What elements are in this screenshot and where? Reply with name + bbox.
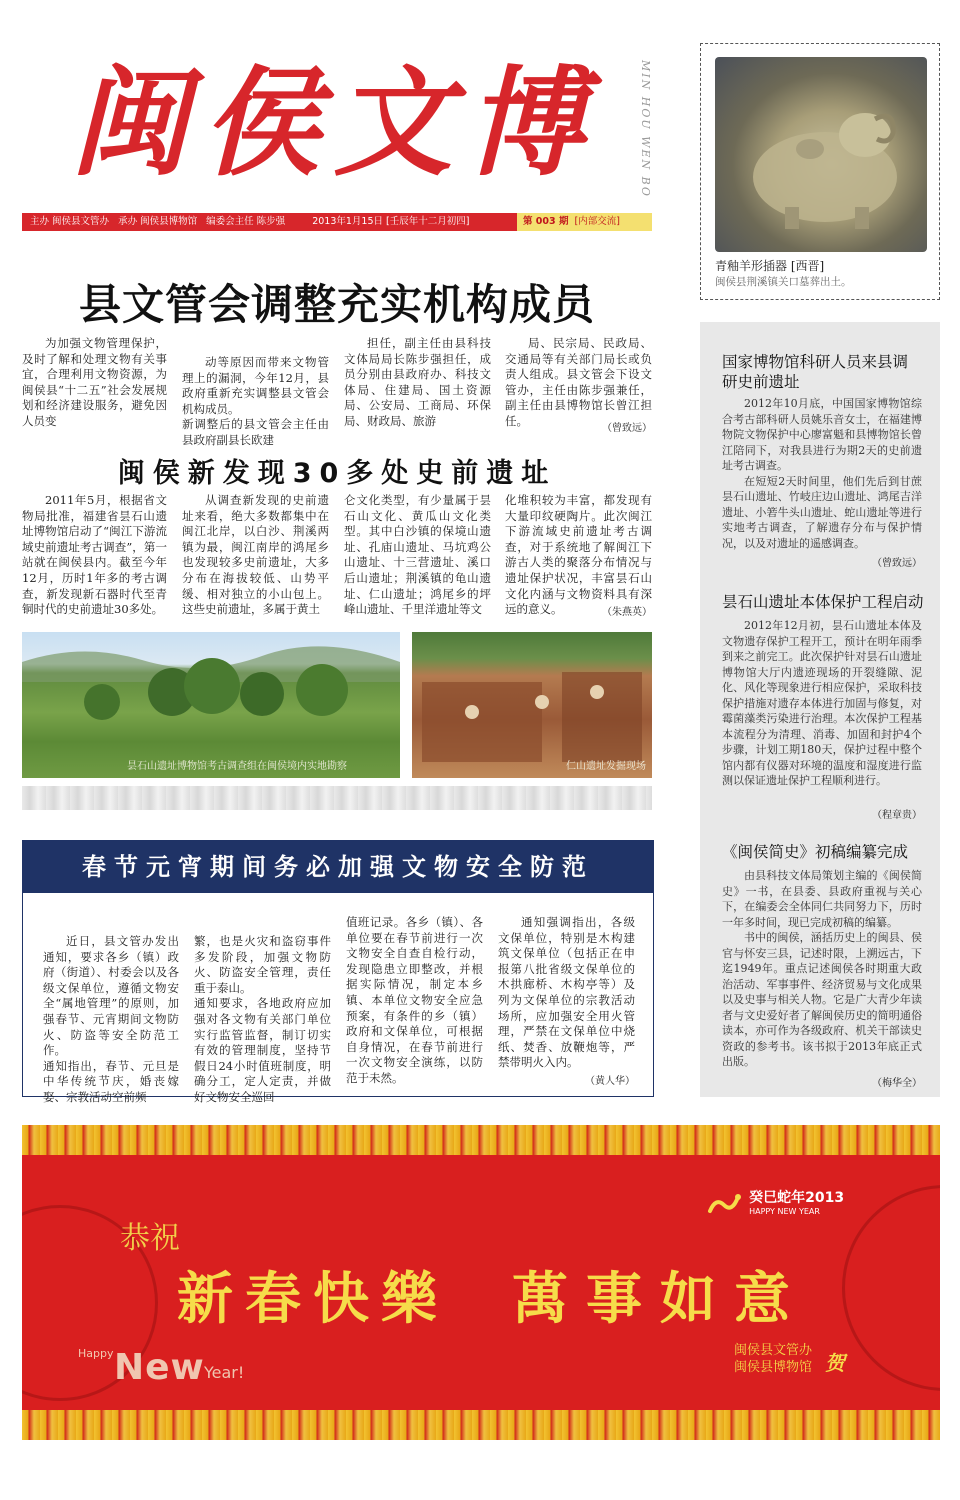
article3-box	[22, 840, 654, 1104]
article1-text-1: 为加强文物管理保护，及时了解和处理文物有关事宜，合理利用文物资源，为闽侯县“十二五”社会发展规划和经济建设服务，避免因人员变	[22, 336, 167, 428]
article2-text-3: 仑文化类型，有少量属于昙石山文化、黄瓜山文化类型。其中白沙镇的保境山遗址、孔庙山遗址、马坑鸡公山遗址、十三营遗址、溪口后山遗址；荆溪镇的龟山遗址、仁山遗址；鸿尾乡的坪峰山遗址、千里洋遗址等文	[344, 493, 491, 617]
banner-congrats: 恭祝	[120, 1221, 180, 1256]
article1-text-4: 局、民宗局、民政局、交通局等有关部门局长或负责人组成。县文管会下设文管办，主任由陈步强兼任，副主任由县博物馆长曾江担任。	[505, 336, 652, 428]
badge-main: 癸巳蛇年2013	[749, 1190, 845, 1206]
sidebar-news1-para-1: 2012年10月底，中国国家博物馆综合考古部科研人员姚乐音女士，在福建博物院文物保护中心廖富魁和县博物馆长曾江陪同下，对我县进行为期2天的史前遗址考古调查。	[722, 397, 922, 472]
sidebar-news2-title: 昙石山遗址本体保护工程启动	[722, 593, 924, 611]
article1-col-2	[182, 336, 329, 447]
snake-icon-shape	[704, 1187, 744, 1219]
article1-col-1	[22, 336, 167, 436]
sidebar-news2-signature: （程章贵）	[872, 810, 922, 821]
relic-caption-sub: 闽侯县荆溪镇关口墓葬出土。	[715, 276, 852, 288]
article3-headline: 春节元宵期间务必加强文物安全防范	[23, 841, 653, 893]
sidebar-news1-para-2: 在短短2天时间里，他们先后到甘蔗昙石山遗址、竹岐庄边山遗址、鸿尾吉洋遗址、小箬牛头山遗址、蛇山遗址等进行实地考古调查，了解遗存分布与保护情况，以及对遗址的遥感调查。	[722, 474, 922, 550]
article3-text-3: 值班记录。各乡（镇）、各单位要在春节前进行一次文物安全自查自检行动，发现隐患立即整改，并根据实际情况，制定本乡镇、本单位文物安全应急预案，有条件的乡（镇）政府和文保单位，可根据自身情况，在春节前进行一次文物安全演练，以防范于未然。	[346, 915, 483, 1085]
article2-col-1	[22, 493, 167, 623]
relic-feature-box	[700, 43, 940, 300]
sidebar-news1-signature: （曾致远）	[872, 558, 922, 569]
banner-bottom-stripe	[22, 1410, 940, 1440]
snake-year-badge	[704, 1187, 860, 1227]
sidebar-news1-title: 国家博物馆科研人员来县调研史前遗址	[722, 353, 909, 391]
issue-date: 2013年1月15日 [壬辰年十二月初四]	[312, 216, 470, 227]
sidebar-news3-para-1: 由县科技文体局策划主编的《闽侯简史》一书，在县委、县政府重视与关心下，在编委会全体同仁共同努力下，历时一年多时间，现已完成初稿的编纂。	[722, 869, 922, 929]
sidebar-news3-title: 《闽侯简史》初稿编纂完成	[722, 843, 909, 861]
banner-new: New	[114, 1347, 205, 1388]
article3-col-1	[43, 915, 179, 1104]
banner-slogan-2: 萬事如意	[512, 1267, 808, 1332]
masthead-pinyin: MIN HOU WEN BO	[639, 60, 652, 198]
article2-signature: （朱燕英）	[602, 607, 652, 618]
survey-photo-caption: 昙石山遗址博物馆考古调查组在闽侯境内实地勘察	[127, 761, 347, 772]
editor-text: 编委会主任 陈步强	[206, 216, 286, 227]
badge-sub: HAPPY NEW YEAR	[749, 1207, 820, 1216]
article2-text-4: 化堆积较为丰富，都发现有大量印纹硬陶片。此次闽江下游流域史前遗址考古调查，对于系统地了解闽江下游古人类的聚落分布情况与遗址保护状况，丰富昙石山文化内涵与文物资料具有深远的意义。	[505, 493, 652, 617]
banner-slogan-1: 新春快樂	[177, 1267, 449, 1332]
snake-icon	[704, 1187, 744, 1219]
article1-headline: 县文管会调整充实机构成员	[78, 280, 595, 329]
survey-photo	[22, 632, 400, 778]
banner-from-2: 闽侯县博物馆	[734, 1360, 813, 1375]
article1-signature: （曾致远）	[602, 423, 652, 434]
article3-text-4: 通知强调指出，各级文保单位，特别是木构建筑文保单位（包括正在申报第八批省级文保单位的木拱廊桥、木构亭等）及列为文保单位的宗教活动场所，应加强安全用火管理，严禁在文保单位中烧纸、焚香、放鞭炮等，严禁带明火入内。	[498, 915, 635, 1070]
banner-from	[734, 1342, 812, 1376]
article2-col-3	[344, 493, 491, 623]
article3-signature: （黄人华）	[585, 1076, 635, 1087]
banner-from-1: 闽侯县文管办	[734, 1343, 813, 1358]
article3-text-2: 繁，也是火灾和盗窃事件多发阶段，加强文物防火、防盗安全管理，责任重于泰山。 通知要求，各地政府应加强对各文物有关部门单位实行监管监督，制订切实有效的管理制度，坚持节假日24小时值班制度，明确分工，定人定责，并做好文物安全巡回	[194, 934, 331, 1104]
banner-happy: Happy	[78, 1347, 114, 1360]
banner-year: Year!	[204, 1363, 245, 1382]
excavation-photo-caption: 仁山遗址发掘现场	[566, 761, 646, 772]
excavation-photo	[412, 632, 652, 778]
banner-top-stripe	[22, 1125, 940, 1155]
article3-col-2	[194, 915, 331, 1104]
sidebar-news1-text	[722, 396, 922, 551]
sidebar-news3-text	[722, 868, 922, 1070]
sidebar	[700, 322, 940, 1097]
relic-photo	[715, 57, 927, 252]
masthead-title: 闽侯文博	[70, 53, 599, 192]
sidebar-news3-signature: （梅华全）	[872, 1078, 922, 1089]
article3-col-4	[498, 915, 635, 1091]
issue-number: 第 003 期	[523, 216, 569, 227]
sidebar-news2-para-1: 2012年12月初，昙石山遗址本体及文物遗存保护工程开工，预计在明年雨季到来之前完工。此次保护针对昙石山遗址博物馆大厅内遗迹现场的开裂缝隙、泥化、风化等现象进行相应保护，采取科技保护措施对遗存本体进行加固与修复，对霉菌藻类污染进行治理。本次保护工程基本流程分为清理、消毒、加固和封护4个步骤，计划工期180天，保护过程中整个馆内都有仪器对环境的温度和湿度进行监测以保证遗址保护工程顺利进行。	[722, 619, 922, 787]
article2-text-1: 2011年5月，根据省文物局批准，福建省昙石山遗址博物馆启动了“闽江下游流域史前遗址考古调查”，第一站就在闽侯县内。截至今年12月，历时1年多的考古调查，新发现新石器时代至青铜时代的史前遗址30多处。	[22, 493, 167, 617]
article1-text-2: 动等原因而带来文物管理上的漏洞，今年12月，县政府重新充实调整县文管会机构成员。 新调整后的县文管会主任由县政府副县长欧建	[182, 355, 329, 447]
organizer-text: 承办 闽侯县博物馆	[118, 216, 198, 227]
sidebar-news2-text	[722, 618, 922, 789]
article1-col-3	[344, 336, 491, 436]
article2-headline: 闽侯新发现30多处史前遗址	[117, 458, 557, 489]
relic-caption-title: 青釉羊形插器 [西晋]	[715, 259, 825, 273]
article3-col-3	[346, 915, 483, 1091]
banner-he: 贺	[825, 1351, 845, 1375]
issue-note: [内部交流]	[574, 216, 620, 227]
masthead-info-bar	[22, 213, 652, 231]
new-year-banner	[22, 1125, 940, 1440]
article2-col-2	[182, 493, 329, 623]
badge-text	[749, 1187, 844, 1216]
decorative-divider	[22, 786, 652, 810]
sidebar-news3-para-2: 书中的闽侯，涵括历史上的闽县、侯官与怀安三县，记述时限，上溯远古，下迄1949年。重点记述闽侯各时期重大政治活动、军事事件、经济贸易与文化成果以及史事与相关人物。它是广大青少年读者与文史爱好者了解闽侯历史的简明通俗读本，亦可作为各级政府、机关干部读史资政的参考书。该书拟于2013年底正式出版。	[722, 931, 922, 1068]
article3-text-1: 近日，县文管办发出通知，要求各乡（镇）政府（街道）、村委会以及各级文保单位，遵循文物安全“属地管理”的原则，加强春节、元宵期间文物防火、防盗等安全防范工作。 通知指出，春节、元旦是中华传统节庆，婚丧嫁娶、宗教活动空前频	[43, 934, 179, 1104]
ram-vessel-image	[715, 57, 927, 252]
sponsor-text: 主办 闽侯县文管办	[30, 216, 110, 227]
issue-badge	[517, 213, 652, 231]
article1-text-3: 担任，副主任由县科技文体局局长陈步强担任，成员分别由县政府办、科技文体局、住建局、国土资源局、公安局、工商局、环保局、财政局、旅游	[344, 336, 491, 428]
article2-text-2: 从调查新发现的史前遗址来看，绝大多数都集中在闽江北岸，以白沙、荆溪两镇为最，闽江南岸的鸿尾乡也发现较多史前遗址，大多分布在海拔较低、山势平缓、相对独立的小山包上。这些史前遗址，多属于黄土	[182, 493, 329, 617]
